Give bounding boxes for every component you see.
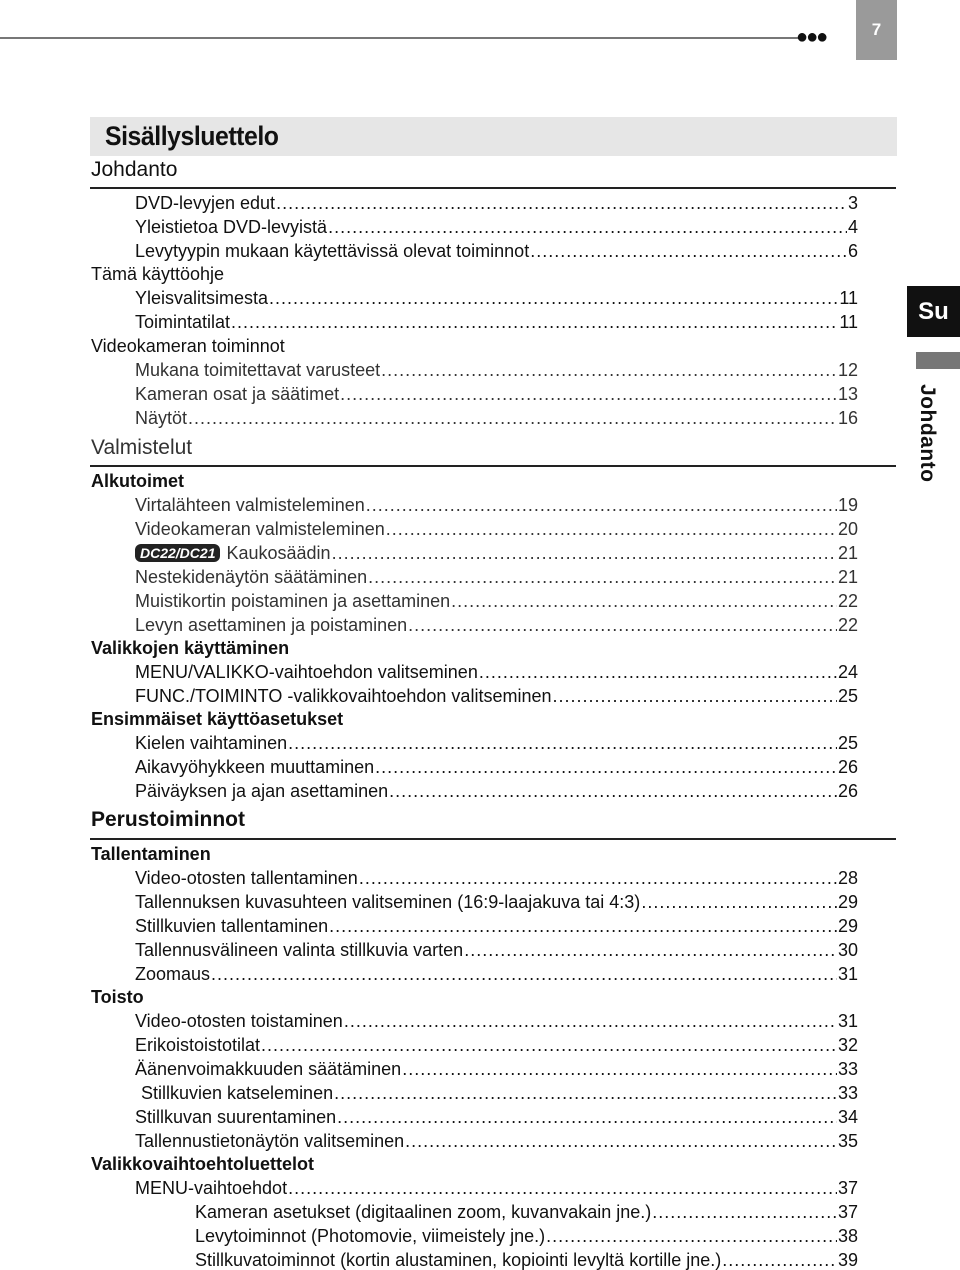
toc-entry[interactable] (135, 939, 858, 961)
toc-entry[interactable] (135, 494, 858, 516)
leader-dots (328, 216, 847, 238)
side-strip (916, 352, 960, 369)
entry-title: DVD-levyjen edut (135, 193, 276, 213)
entry-title: Näytöt (135, 408, 188, 428)
entry-page: 11 (839, 288, 858, 308)
section-title-johdanto: Johdanto (91, 158, 178, 181)
entry-page: 16 (837, 408, 858, 428)
toc-title: Sisällysluettelo (105, 121, 279, 151)
toc-entry[interactable] (135, 590, 858, 612)
side-section-label: Johdanto (916, 384, 939, 483)
entry-page: 31 (837, 964, 858, 984)
page-number: 7 (871, 20, 882, 39)
leader-dots (261, 1034, 837, 1056)
toc-entry[interactable] (135, 542, 858, 564)
entry-page: 33 (837, 1059, 858, 1079)
entry-page: 13 (837, 384, 858, 404)
entry-page: 25 (837, 686, 858, 706)
subsection-title: Alkutoimet (91, 471, 185, 491)
toc-entry[interactable] (135, 685, 858, 707)
toc-entry[interactable] (135, 1058, 858, 1080)
toc-entry[interactable] (135, 240, 858, 262)
entry-page: 22 (837, 591, 858, 611)
entry-page: 21 (837, 543, 858, 563)
entry-title: Kielen vaihtaminen (135, 733, 288, 753)
entry-title: Stillkuvien katseleminen (141, 1083, 334, 1103)
toc-entry[interactable] (135, 287, 858, 309)
leader-dots (329, 915, 837, 937)
leader-dots (337, 1106, 837, 1128)
toc-entry[interactable] (135, 614, 858, 636)
entry-title: Kameran osat ja säätimet (135, 384, 340, 404)
entry-page: 29 (837, 916, 858, 936)
entry-page: 31 (837, 1011, 858, 1031)
leader-dots (386, 518, 837, 540)
entry-page: 11 (839, 312, 858, 332)
leader-dots (552, 685, 836, 707)
entry-title: Videokameran valmisteleminen (135, 519, 385, 539)
entry-title: Levytyypin mukaan käytettävissä olevat toiminnot (135, 241, 530, 261)
entry-page: 32 (837, 1035, 858, 1055)
entry-title: Äänenvoimakkuuden säätäminen (135, 1059, 402, 1079)
leader-dots (530, 240, 847, 262)
toc-entry[interactable] (135, 407, 858, 429)
toc-entry[interactable] (135, 867, 858, 889)
entry-page: 12 (837, 360, 858, 380)
entry-page: 21 (837, 567, 858, 587)
leader-dots (546, 1225, 837, 1247)
entry-title: MENU/VALIKKO-vaihtoehdon valitseminen (135, 662, 478, 682)
entry-page: 4 (847, 217, 858, 237)
entry-title: Tallennuksen kuvasuhteen valitseminen (16:9-laajakuva tai 4:3) (135, 892, 641, 912)
toc-entry[interactable] (135, 1034, 858, 1056)
subsection-title: Tallentaminen (91, 844, 211, 864)
leader-dots (464, 939, 837, 961)
leader-dots (276, 192, 847, 214)
entry-page: 37 (837, 1178, 858, 1198)
toc-subentry[interactable] (195, 1225, 858, 1247)
leader-dots (332, 542, 837, 564)
entry-title: Yleisvalitsimesta (135, 288, 269, 308)
model-badge: DC22/DC21 (135, 544, 220, 562)
leader-dots (368, 566, 837, 588)
toc-entry[interactable] (135, 1106, 858, 1128)
entry-page: 25 (837, 733, 858, 753)
subsection-title: Valikkovaihtoehtoluettelot (91, 1154, 315, 1174)
entry-page: 20 (837, 519, 858, 539)
subsection-title: Valikkojen käyttäminen (91, 638, 290, 658)
section-rule (90, 465, 896, 467)
entry-page: 37 (837, 1202, 858, 1222)
entry-page: 26 (837, 781, 858, 801)
entry-title: Kameran asetukset (digitaalinen zoom, kuvanvakain jne.) (195, 1202, 652, 1222)
entry-title: Levytoiminnot (Photomovie, viimeistely jne.) (195, 1226, 546, 1246)
leader-dots (381, 359, 837, 381)
entry-title: Virtalähteen valmisteleminen (135, 495, 365, 515)
entry-title: Päiväyksen ja ajan asettaminen (135, 781, 389, 801)
leader-dots (408, 614, 837, 636)
leader-dots (344, 1010, 837, 1032)
entry-page: 22 (837, 615, 858, 635)
toc-entry[interactable] (135, 1177, 858, 1199)
entry-title: Muistikortin poistaminen ja asettaminen (135, 591, 451, 611)
toc-entry[interactable] (135, 1130, 858, 1152)
subsection-title: Tämä käyttöohje (91, 264, 225, 284)
toc-subentry[interactable] (195, 1249, 858, 1270)
entry-title: Stillkuvan suurentaminen (135, 1107, 337, 1127)
toc-entry[interactable] (135, 518, 858, 540)
leader-dots (288, 732, 837, 754)
entry-title: Toimintatilat (135, 312, 231, 332)
leader-dots (188, 407, 837, 429)
entry-page: 38 (837, 1226, 858, 1246)
leader-dots (641, 891, 837, 913)
leader-dots (389, 780, 837, 802)
entry-page: 35 (837, 1131, 858, 1151)
leader-dots (288, 1177, 837, 1199)
entry-page: 30 (837, 940, 858, 960)
toc-entry[interactable] (135, 566, 858, 588)
subsection-title: Videokameran toiminnot (91, 336, 285, 356)
entry-title: Kaukosäädin (226, 543, 331, 563)
leader-dots (405, 1130, 837, 1152)
entry-page: 24 (837, 662, 858, 682)
entry-page: 6 (847, 241, 858, 261)
toc-entry[interactable] (135, 359, 858, 381)
section-title-valmistelut: Valmistelut (91, 436, 193, 459)
leader-dots (211, 963, 837, 985)
entry-page: 33 (837, 1083, 858, 1103)
entry-title: Stillkuvien tallentaminen (135, 916, 329, 936)
section-rule (90, 838, 896, 840)
leader-dots (652, 1201, 837, 1223)
toc-entry[interactable] (135, 891, 858, 913)
toc-subentry[interactable] (195, 1201, 858, 1223)
entry-page: 26 (837, 757, 858, 777)
toc-entry[interactable] (135, 311, 858, 333)
entry-title: FUNC./TOIMINTO -valikkovaihtoehdon valitseminen (135, 686, 552, 706)
toc-entry[interactable] (135, 963, 858, 985)
toc-entry[interactable] (135, 192, 858, 214)
entry-title: Nestekidenäytön säätäminen (135, 567, 368, 587)
entry-title: Zoomaus (135, 964, 211, 984)
leader-dots (334, 1082, 837, 1104)
entry-title: Stillkuvatoiminnot (kortin alustaminen, kopiointi levyltä kortille jne.) (195, 1250, 722, 1270)
entry-title: Yleistietoa DVD-levyistä (135, 217, 328, 237)
toc-entry[interactable] (135, 661, 858, 683)
toc-entry[interactable] (135, 756, 858, 778)
toc-entry[interactable] (135, 780, 858, 802)
entry-page: 39 (837, 1250, 858, 1270)
entry-title: Video-otosten toistaminen (135, 1011, 343, 1031)
toc-entry[interactable] (135, 216, 858, 238)
entry-page: 28 (837, 868, 858, 888)
leader-dots (479, 661, 837, 683)
entry-title: MENU-vaihtoehdot (135, 1178, 288, 1198)
header-bullets: ●●● (796, 26, 827, 48)
leader-dots (359, 867, 837, 889)
page-number-tab (856, 0, 897, 60)
toc-entry[interactable] (135, 915, 858, 937)
entry-title: Levyn asettaminen ja poistaminen (135, 615, 408, 635)
entry-page: 34 (837, 1107, 858, 1127)
toc-entry[interactable] (135, 383, 858, 405)
leader-dots (402, 1058, 837, 1080)
leader-dots (231, 311, 838, 333)
header-rule (0, 37, 800, 39)
entry-page: 3 (847, 193, 858, 213)
toc-entry[interactable] (135, 732, 858, 754)
language-tab-label: Su (918, 297, 949, 325)
leader-dots (269, 287, 838, 309)
section-title-perustoiminnot: Perustoiminnot (91, 808, 246, 831)
entry-title: Aikavyöhykkeen muuttaminen (135, 757, 375, 777)
entry-title: Erikoistoistotilat (135, 1035, 261, 1055)
entry-page: 19 (837, 495, 858, 515)
leader-dots (722, 1249, 837, 1270)
subsection-title: Toisto (91, 987, 144, 1007)
leader-dots (375, 756, 837, 778)
leader-dots (366, 494, 837, 516)
subsection-title: Ensimmäiset käyttöasetukset (91, 709, 344, 729)
entry-page: 29 (837, 892, 858, 912)
entry-title: Tallennusvälineen valinta stillkuvia varten (135, 940, 464, 960)
leader-dots (340, 383, 837, 405)
toc-entry[interactable] (135, 1010, 858, 1032)
leader-dots (451, 590, 837, 612)
entry-title: Video-otosten tallentaminen (135, 868, 358, 888)
entry-title: Mukana toimitettavat varusteet (135, 360, 381, 380)
section-rule (90, 187, 896, 189)
toc-entry[interactable] (141, 1082, 858, 1104)
entry-title: Tallennustietonäytön valitseminen (135, 1131, 405, 1151)
language-tab[interactable] (907, 286, 960, 337)
